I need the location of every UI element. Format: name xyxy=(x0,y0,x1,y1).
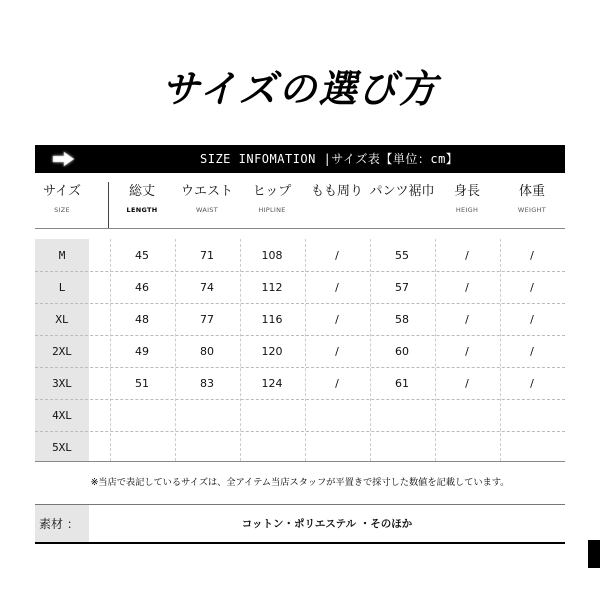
corner-mark xyxy=(588,540,600,568)
column-header-sublabel: WAIST xyxy=(195,206,219,214)
column-divider xyxy=(500,239,501,461)
table-cell: / xyxy=(465,249,469,262)
table-cell: 46 xyxy=(135,281,149,294)
size-header-divider xyxy=(108,182,109,228)
size-info-header xyxy=(35,145,565,173)
table-cell: 48 xyxy=(135,313,149,326)
table-cell: / xyxy=(335,345,339,358)
column-header xyxy=(107,183,177,214)
table-cell: 51 xyxy=(135,377,149,390)
size-label: M xyxy=(58,249,66,262)
table-cell: 55 xyxy=(395,249,409,262)
size-label: XL xyxy=(55,313,69,326)
table-cell: 71 xyxy=(200,249,214,262)
column-header xyxy=(172,183,242,214)
column-header-label: サイズ xyxy=(43,184,81,199)
column-divider xyxy=(435,239,436,461)
table-cell: / xyxy=(530,345,534,358)
row-divider xyxy=(35,303,565,304)
column-divider xyxy=(370,239,371,461)
column-header-label: ヒップ xyxy=(252,184,292,199)
measurement-note: ※当店で表記しているサイズは、全アイテム当店スタッフが平置きで採寸した数値を記載しています。 xyxy=(90,477,510,488)
size-label: L xyxy=(58,281,66,294)
column-divider xyxy=(110,239,111,461)
material-value: コットン・ポリエステル ・そのほか xyxy=(241,518,413,530)
table-cell: 120 xyxy=(261,345,283,358)
table-cell: 116 xyxy=(261,313,283,326)
material-row xyxy=(35,504,565,544)
table-bottom-divider xyxy=(35,461,565,462)
column-header xyxy=(367,183,437,206)
table-cell: / xyxy=(335,377,339,390)
table-cell: 61 xyxy=(395,377,409,390)
column-divider xyxy=(305,239,306,461)
table-cell: 77 xyxy=(200,313,214,326)
column-header-label: ウエスト xyxy=(180,184,233,199)
column-header xyxy=(237,183,307,214)
column-header-sublabel: LENGTH xyxy=(126,206,158,214)
row-divider xyxy=(35,271,565,272)
page-title: サイズの選び方 xyxy=(161,67,439,111)
column-header xyxy=(27,183,97,214)
table-cell: 74 xyxy=(200,281,214,294)
column-header xyxy=(432,183,502,214)
table-cell: 45 xyxy=(135,249,149,262)
header-divider xyxy=(35,228,565,229)
column-header xyxy=(302,183,372,206)
table-cell: / xyxy=(465,345,469,358)
table-cell: / xyxy=(335,313,339,326)
column-header-label: パンツ裾巾 xyxy=(369,184,435,199)
column-header-label: 総丈 xyxy=(128,184,155,199)
table-cell: 112 xyxy=(261,281,283,294)
table-cell: / xyxy=(530,249,534,262)
size-label: 5XL xyxy=(52,441,72,454)
row-divider xyxy=(35,431,565,432)
column-header-sublabel: HIPLINE xyxy=(258,206,286,214)
table-cell: 124 xyxy=(261,377,283,390)
column-header-sublabel: HEIGH xyxy=(455,206,479,214)
row-divider xyxy=(35,335,565,336)
row-divider xyxy=(35,399,565,400)
table-cell: / xyxy=(335,249,339,262)
table-cell: / xyxy=(335,281,339,294)
table-cell: / xyxy=(530,281,534,294)
table-cell: 108 xyxy=(261,249,283,262)
table-cell: / xyxy=(530,313,534,326)
column-header-label: もも周り xyxy=(310,184,363,199)
table-cell: / xyxy=(530,377,534,390)
table-cell: 83 xyxy=(200,377,214,390)
table-cell: 57 xyxy=(395,281,409,294)
material-label: 素材 ： xyxy=(39,517,79,531)
column-header xyxy=(497,183,567,214)
table-cell: 60 xyxy=(395,345,409,358)
size-label: 3XL xyxy=(52,377,72,390)
size-label: 4XL xyxy=(52,409,72,422)
column-divider xyxy=(175,239,176,461)
column-header-label: 体重 xyxy=(518,184,545,199)
size-info-text: SIZE INFOMATION |サイズ表【単位：cm】 xyxy=(200,152,459,166)
table-cell: 49 xyxy=(135,345,149,358)
table-cell: / xyxy=(465,281,469,294)
column-divider xyxy=(240,239,241,461)
column-header-label: 身長 xyxy=(453,184,480,199)
table-cell: 80 xyxy=(200,345,214,358)
row-divider xyxy=(35,367,565,368)
table-cell: 58 xyxy=(395,313,409,326)
size-label: 2XL xyxy=(52,345,72,358)
table-cell: / xyxy=(465,377,469,390)
arrow-right-icon xyxy=(49,149,79,169)
table-cell: / xyxy=(465,313,469,326)
column-header-sublabel: SIZE xyxy=(54,206,70,214)
column-header-sublabel: WEIGHT xyxy=(517,206,547,214)
